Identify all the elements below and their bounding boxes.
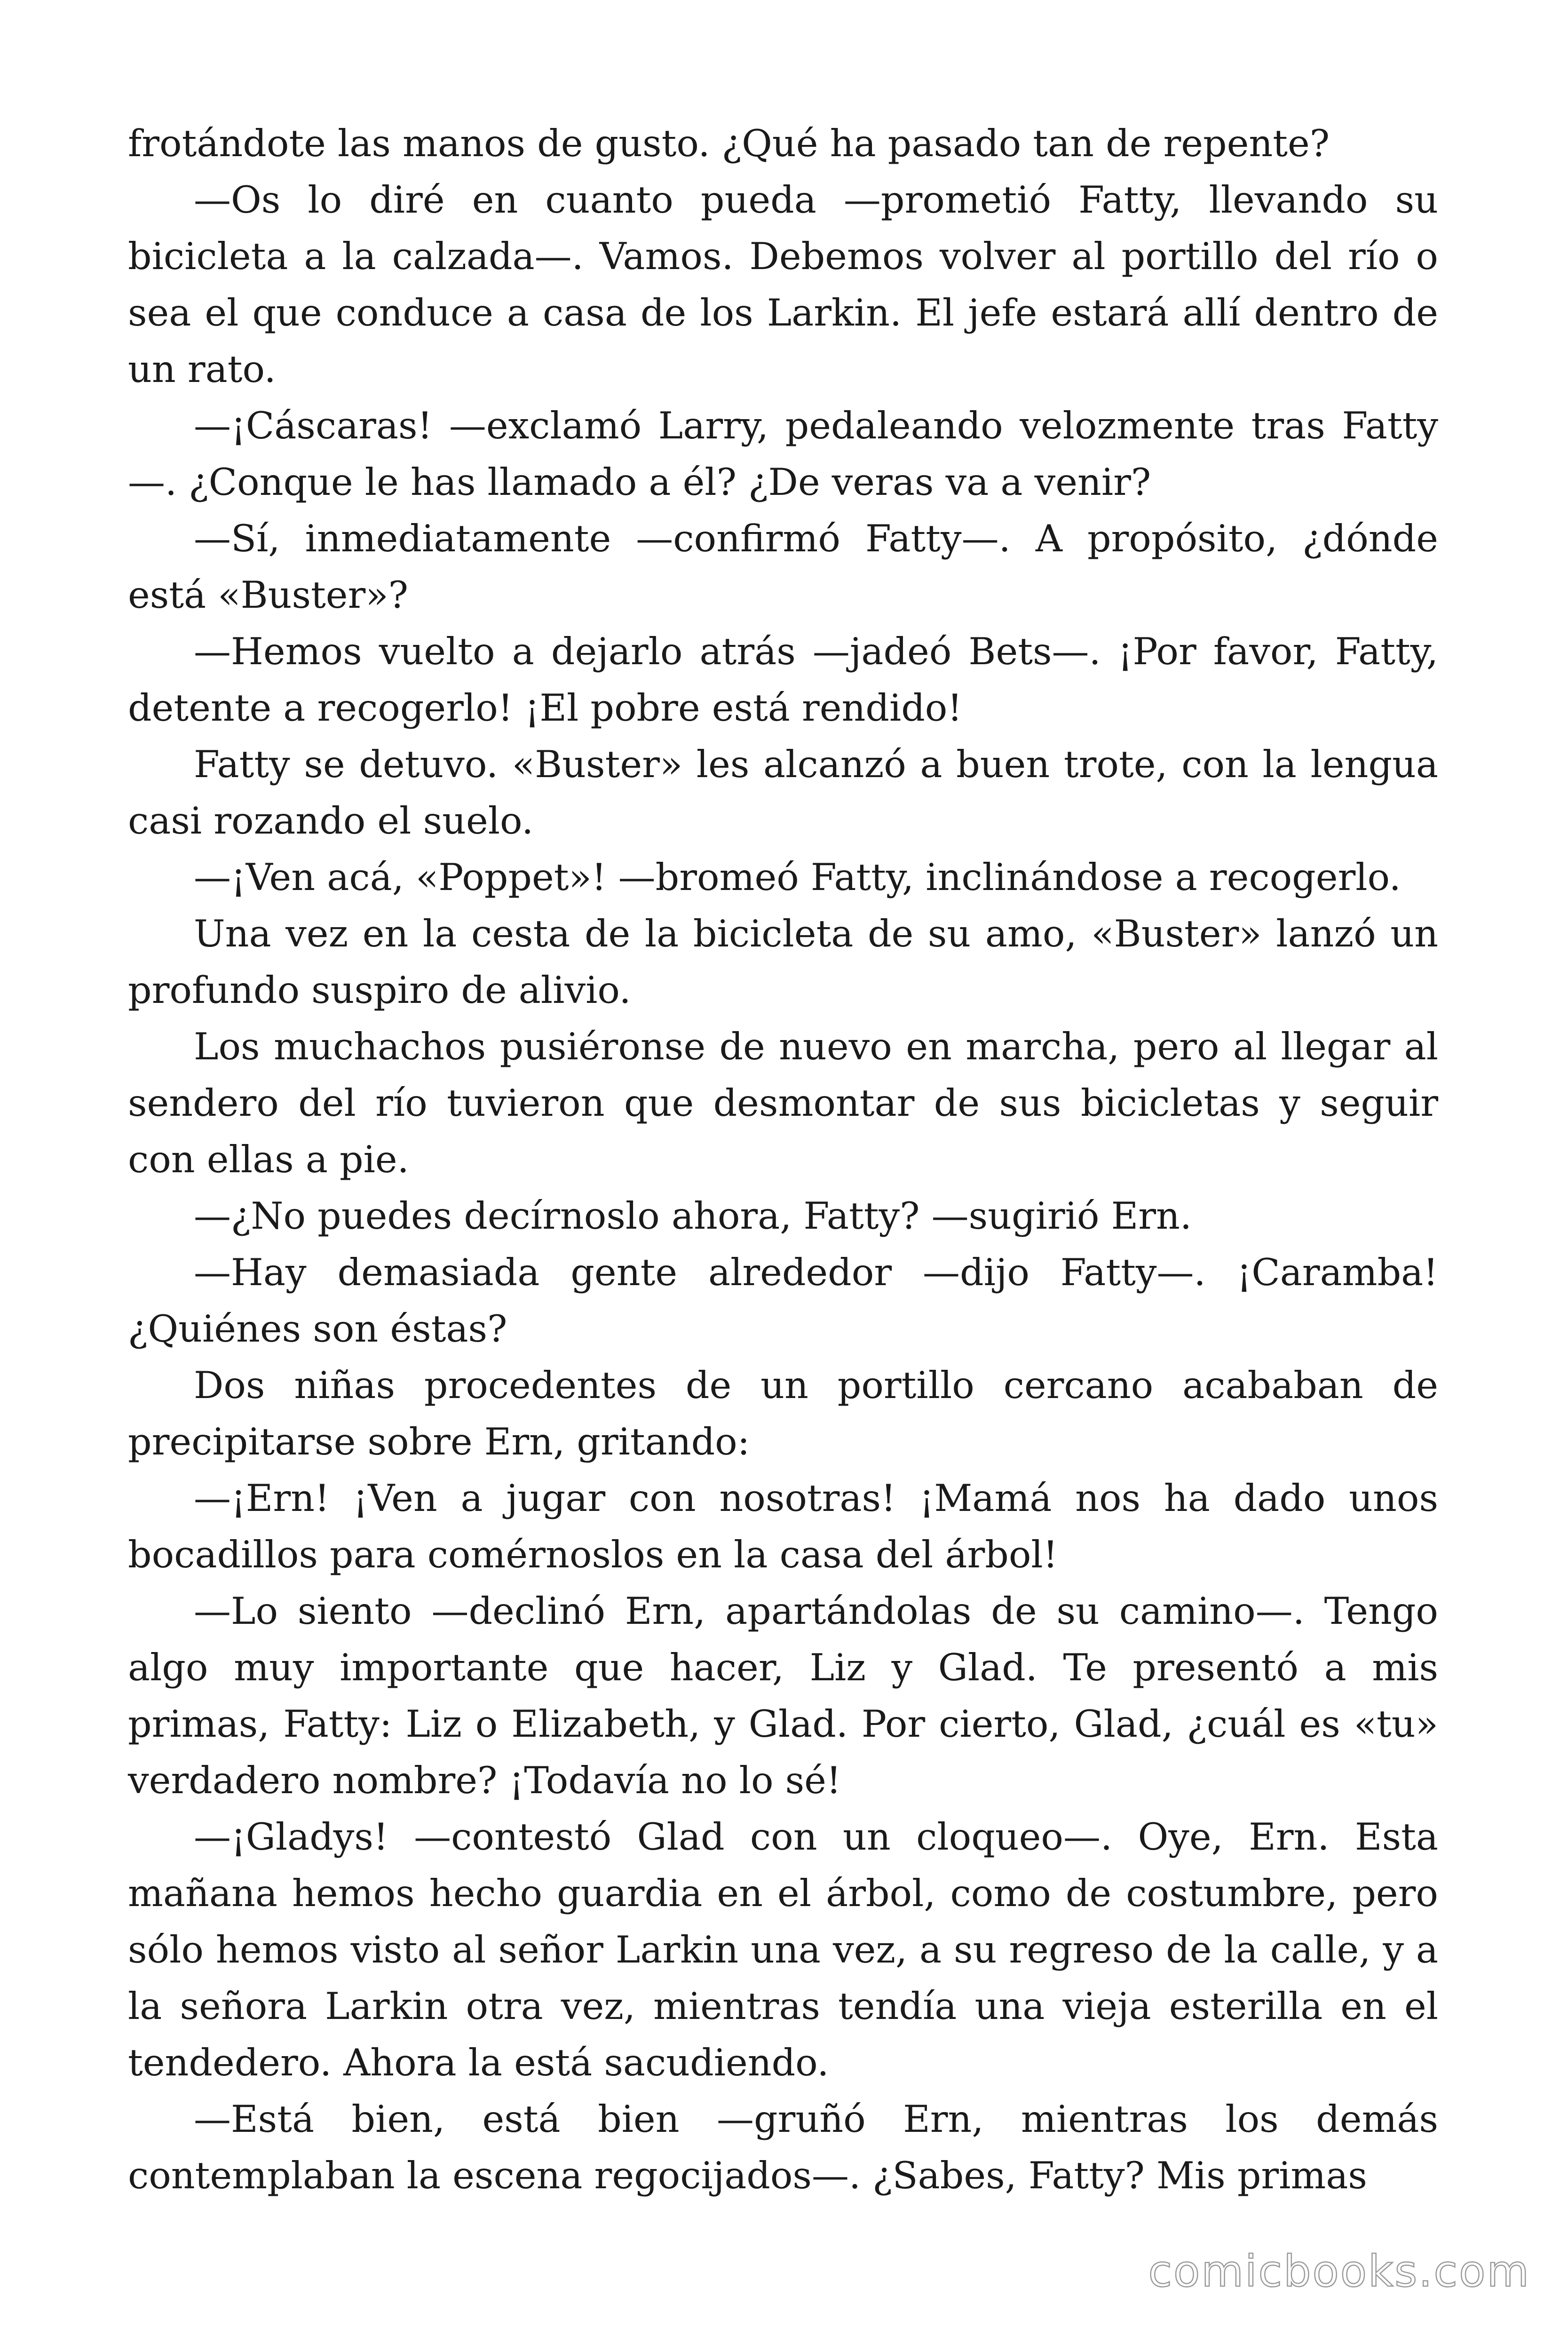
paragraph: —Sí, inmediatamente —confirmó Fatty—. A propósito, ¿dónde está «Buster»? [128, 517, 1438, 617]
paragraph: Dos niñas procedentes de un portillo cercano acababan de precipitarse sobre Ern, gritando: [128, 1364, 1438, 1463]
paragraph: —Está bien, está bien —gruñó Ern, mientras los demás contemplaban la escena regocijados—. ¿Sabes, Fatty? Mis primas [128, 2098, 1438, 2197]
paragraph: Fatty se detuvo. «Buster» les alcanzó a buen trote, con la lengua casi rozando el suelo. [128, 743, 1438, 842]
paragraph: —Hemos vuelto a dejarlo atrás —jadeó Bets—. ¡Por favor, Fatty, detente a recogerlo! ¡El pobre está rendido! [128, 630, 1438, 730]
paragraph: —¡Ven acá, «Poppet»! —bromeó Fatty, inclinándose a recogerlo. [194, 856, 1401, 899]
paragraph: —¡Gladys! —contestó Glad con un cloqueo—. Oye, Ern. Esta mañana hemos hecho guardia en el árbol, como de costumbre, pero sólo hemos visto al señor Larkin una vez, a su regreso de la calle, y a la señora Larkin otra vez, mientras tendía una vieja esterilla en el tendedero. Ahora la está sacudiendo. [128, 1815, 1438, 2084]
paragraph: Los muchachos pusiéronse de nuevo en marcha, pero al llegar al sendero del río tuvieron que desmontar de sus bicicletas y seguir con ellas a pie. [128, 1025, 1438, 1181]
paragraph: —Lo siento —declinó Ern, apartándolas de su camino—. Tengo algo muy importante que hacer, Liz y Glad. Te presentó a mis primas, Fatty: Liz o Elizabeth, y Glad. Por cierto, Glad, ¿cuál es «tu» verdadero nombre? ¡Todavía no lo sé! [128, 1589, 1438, 1802]
paragraph: frotándote las manos de gusto. ¿Qué ha pasado tan de repente? [128, 122, 1330, 165]
page-body [128, 115, 1438, 2204]
paragraph: —Os lo diré en cuanto pueda —prometió Fatty, llevando su bicicleta a la calzada—. Vamos. Debemos volver al portillo del río o sea el que conduce a casa de los Larkin. El jefe estará allí dentro de un rato. [128, 178, 1438, 391]
paragraph: —¿No puedes decírnoslo ahora, Fatty? —sugirió Ern. [194, 1194, 1192, 1238]
paragraph: —¡Ern! ¡Ven a jugar con nosotras! ¡Mamá nos ha dado unos bocadillos para comérnoslos en la casa del árbol! [128, 1477, 1438, 1576]
paragraph: —Hay demasiada gente alrededor —dijo Fatty—. ¡Caramba! ¿Quiénes son éstas? [128, 1251, 1438, 1351]
watermark-logo: comicbooks.com [1148, 2246, 1530, 2296]
paragraph: —¡Cáscaras! —exclamó Larry, pedaleando velozmente tras Fatty —. ¿Conque le has llamado a él? ¿De veras va a venir? [128, 404, 1438, 504]
paragraph: Una vez en la cesta de la bicicleta de su amo, «Buster» lanzó un profundo suspiro de alivio. [128, 912, 1438, 1012]
